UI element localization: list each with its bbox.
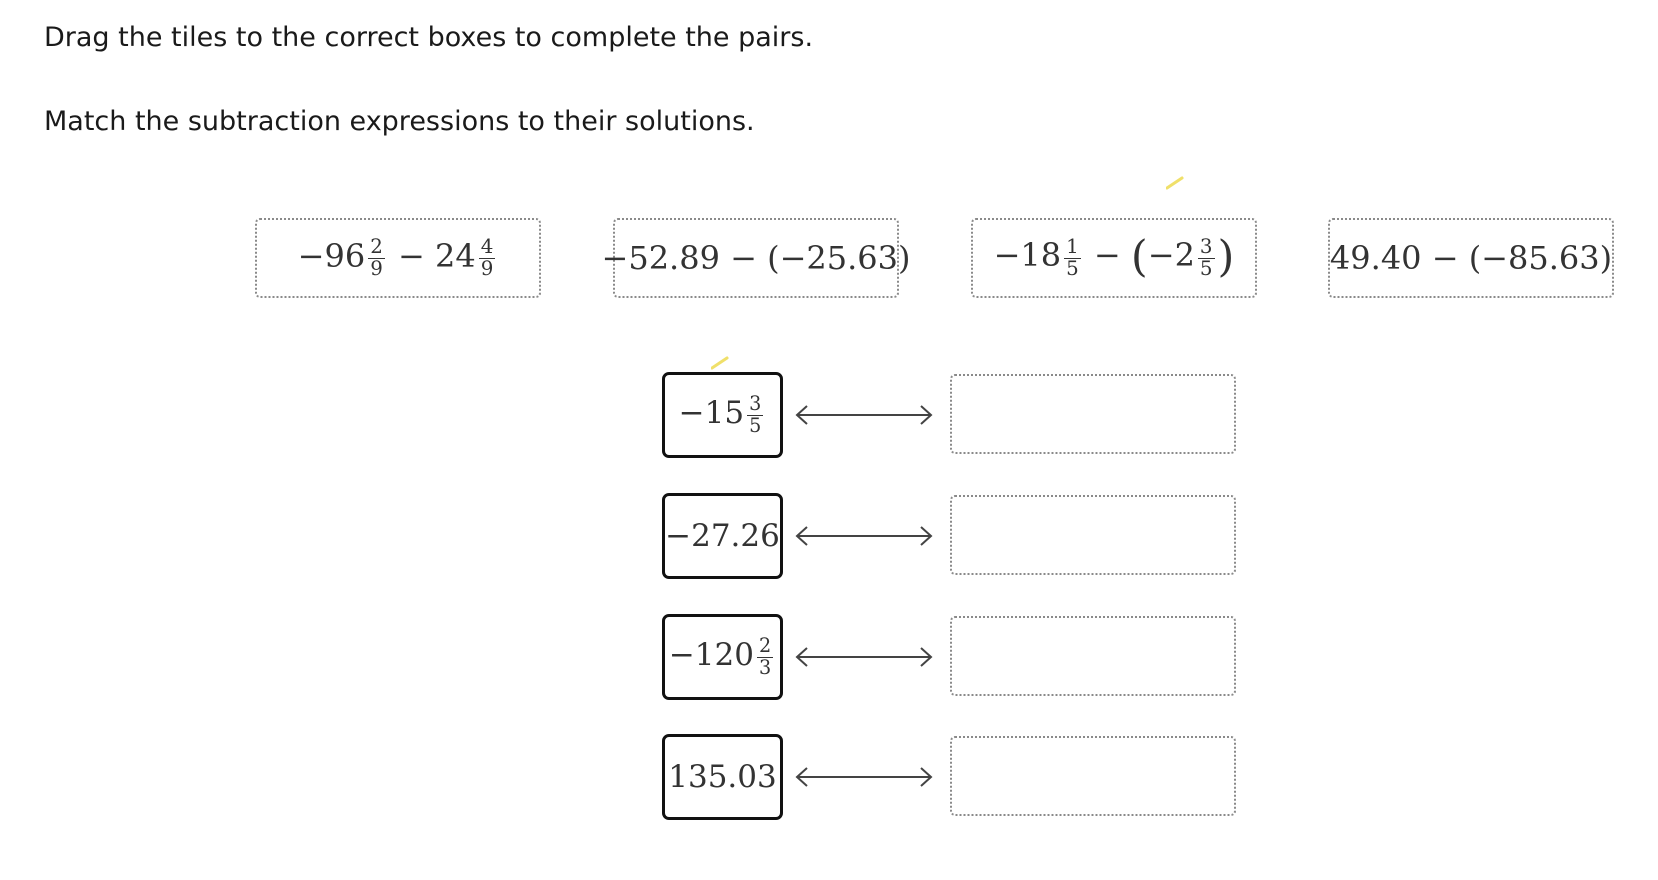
numerator: 2 bbox=[370, 234, 383, 258]
pair-row-3 bbox=[660, 614, 1240, 702]
fraction bbox=[747, 394, 763, 435]
numerator: 1 bbox=[1066, 234, 1079, 258]
expression-2: −52.89 − (−25.63) bbox=[601, 239, 911, 277]
whole-part: −15 bbox=[678, 395, 745, 432]
drop-box-1[interactable] bbox=[950, 374, 1236, 454]
answer-box-4 bbox=[662, 734, 783, 820]
numerator: 2 bbox=[758, 634, 772, 658]
minus-sign: − bbox=[1093, 236, 1121, 275]
expression-4: 49.40 − (−85.63) bbox=[1329, 239, 1613, 277]
double-arrow-icon bbox=[793, 403, 935, 427]
answer-value bbox=[679, 394, 767, 435]
whole-part: −96 bbox=[297, 236, 366, 275]
numerator: 3 bbox=[749, 392, 762, 416]
numerator: 3 bbox=[1199, 234, 1213, 258]
pencil-mark-icon bbox=[1166, 176, 1184, 190]
pencil-mark-icon bbox=[711, 356, 729, 370]
whole-part: 24 bbox=[434, 236, 476, 275]
denominator: 5 bbox=[1199, 256, 1213, 280]
expression-3 bbox=[993, 232, 1235, 283]
answer-box-3 bbox=[662, 614, 783, 700]
expression-tile-4[interactable] bbox=[1328, 218, 1614, 298]
denominator: 9 bbox=[480, 256, 494, 280]
drop-box-2[interactable] bbox=[950, 495, 1236, 575]
drop-box-4[interactable] bbox=[950, 736, 1236, 816]
fraction bbox=[1064, 234, 1081, 280]
close-paren: ) bbox=[1217, 232, 1235, 283]
pair-row-2 bbox=[660, 493, 1240, 581]
expression-tile-1[interactable] bbox=[255, 218, 541, 298]
open-paren: ( bbox=[1130, 232, 1148, 283]
double-arrow-icon bbox=[793, 524, 935, 548]
instruction-drag: Drag the tiles to the correct boxes to complete the pairs. bbox=[44, 22, 814, 53]
double-arrow-icon bbox=[793, 765, 935, 789]
pair-row-1 bbox=[660, 372, 1240, 460]
denominator: 5 bbox=[749, 413, 762, 437]
denominator: 5 bbox=[1066, 256, 1079, 280]
numerator: 4 bbox=[480, 234, 494, 258]
instruction-match: Match the subtraction expressions to their solutions. bbox=[44, 106, 755, 137]
fraction bbox=[757, 636, 773, 677]
whole-part: −18 bbox=[993, 236, 1062, 275]
denominator: 3 bbox=[758, 655, 772, 679]
answer-box-2 bbox=[662, 493, 783, 579]
whole-part: −120 bbox=[668, 637, 754, 674]
expression-tile-2[interactable] bbox=[601, 218, 911, 298]
answer-value: 135.03 bbox=[668, 759, 777, 795]
expression-tile-3[interactable] bbox=[971, 218, 1257, 298]
answer-value: −27.26 bbox=[665, 518, 780, 554]
answer-box-1 bbox=[662, 372, 783, 458]
drop-box-3[interactable] bbox=[950, 616, 1236, 696]
pair-row-4 bbox=[660, 734, 1240, 822]
denominator: 9 bbox=[370, 256, 383, 280]
fraction bbox=[1198, 234, 1215, 280]
expression-1 bbox=[297, 234, 499, 280]
double-arrow-icon bbox=[793, 645, 935, 669]
whole-part: −2 bbox=[1147, 236, 1195, 275]
minus-sign: − bbox=[398, 236, 425, 275]
fraction bbox=[368, 234, 385, 280]
fraction bbox=[479, 234, 496, 280]
answer-value bbox=[669, 636, 776, 677]
